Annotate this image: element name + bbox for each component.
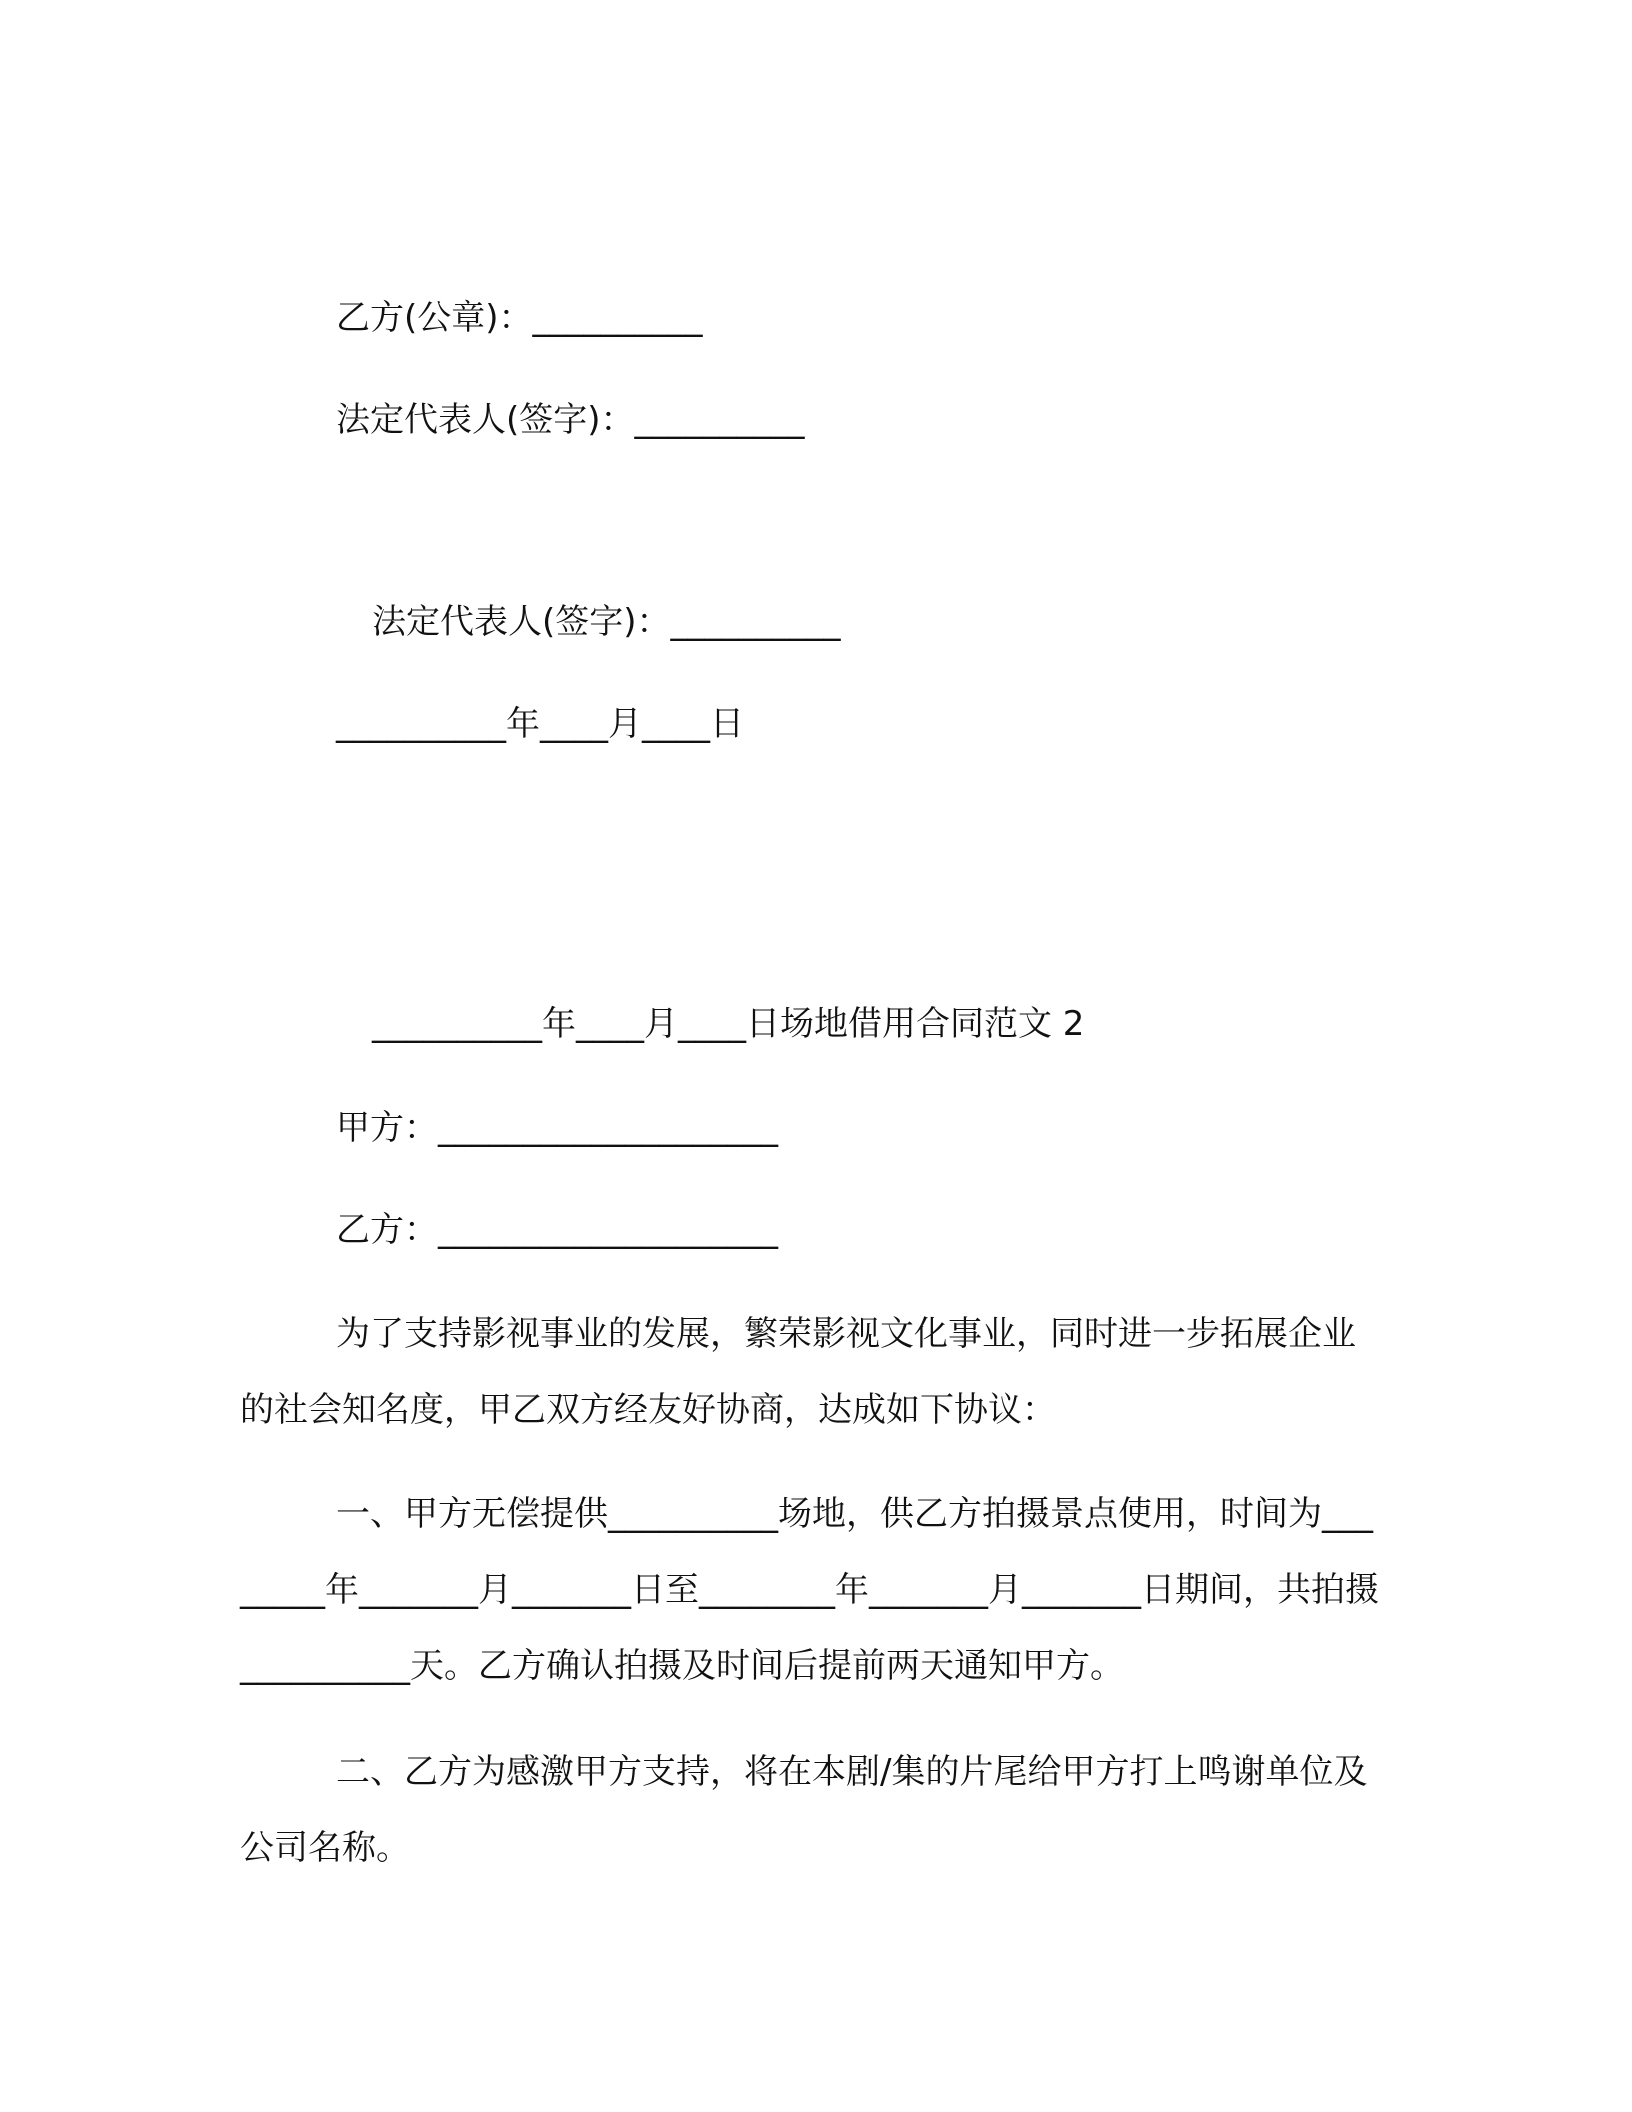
clause-2-paragraph: 二、乙方为感激甲方支持，将在本剧/集的片尾给甲方打上鸣谢单位及公司名称。 [240, 1752, 1368, 1868]
signature-date: __________年____月____日 [336, 704, 744, 744]
signature-legal-representative: 法定代表人(签字)：__________ [336, 400, 805, 440]
party-b-line: 乙方：____________________ [336, 1210, 778, 1250]
signature-legal-representative-2: 法定代表人(签字)：__________ [372, 602, 841, 642]
intro-paragraph: 为了支持影视事业的发展，繁荣影视文化事业，同时进一步拓展企业的社会知名度，甲乙双方经友好协商，达成如下协议： [240, 1314, 1356, 1430]
contract-title: __________年____月____日场地借用合同范文 2 [372, 1004, 1085, 1044]
signature-party-b-seal: 乙方(公章)：__________ [336, 298, 703, 338]
party-a-line: 甲方：____________________ [336, 1108, 778, 1148]
clause-1-paragraph: 一、甲方无偿提供__________场地，供乙方拍摄景点使用，时间为________年_______月_______日至________年_______月_______日期间，共拍摄__________天。乙方确认拍摄及时间后提前两天通知甲方。 [240, 1494, 1379, 1686]
